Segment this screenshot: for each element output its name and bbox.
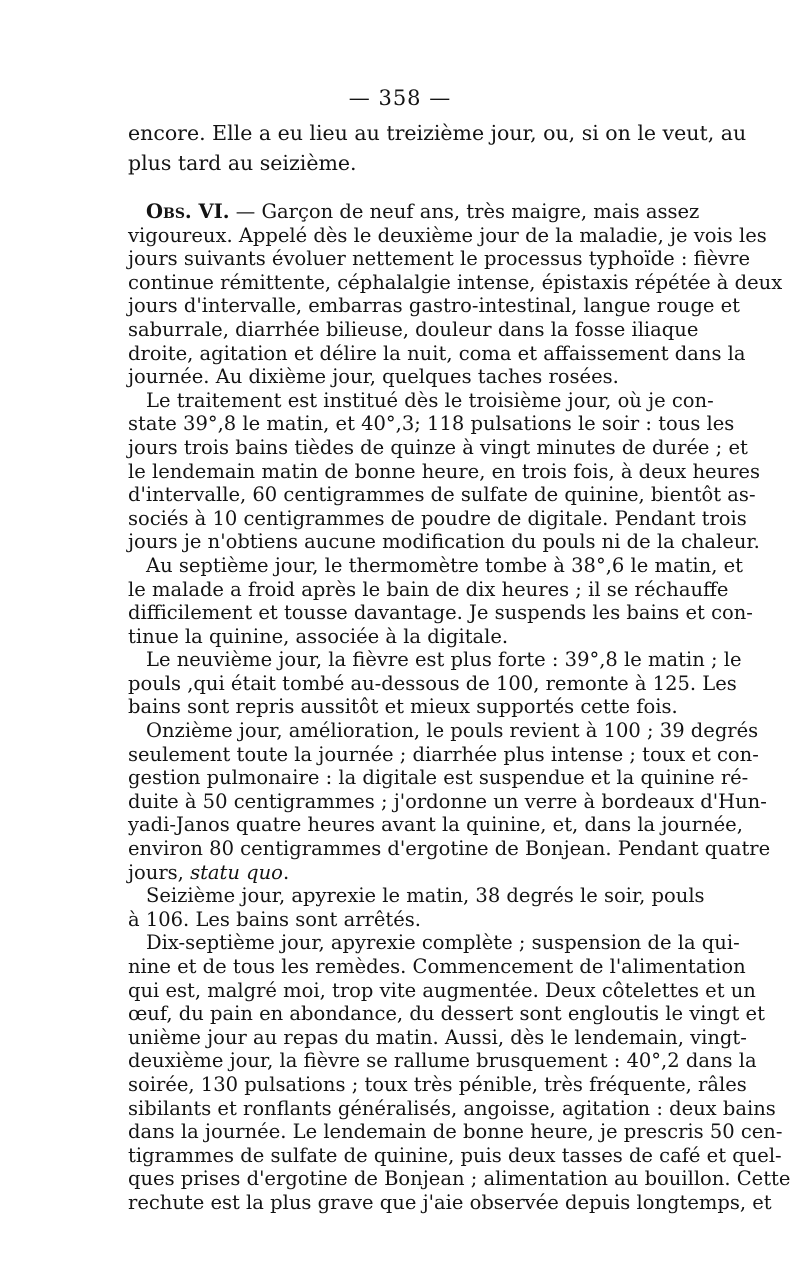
text-line: jours trois bains tièdes de quinze à vingt minutes de durée ; et (128, 435, 748, 459)
observation-heading-paragraph (128, 200, 783, 389)
text-line: tinue la quinine, associée à la digitale. (128, 624, 509, 648)
text-line: sibilants et ronflants généralisés, angoisse, agitation : deux bains (128, 1096, 776, 1120)
text-line: journée. Au dixième jour, quelques taches rosées. (128, 365, 619, 389)
text-line: œuf, du pain en abondance, du dessert sont engloutis le vingt et (128, 1002, 765, 1026)
text-line: unième jour au repas du matin. Aussi, dès le lendemain, vingt- (128, 1025, 747, 1049)
text-line: rechute est la plus grave que j'aie observée depuis longtemps, et (128, 1190, 772, 1214)
text-line: qui est, malgré moi, trop vite augmentée. Deux côtelettes et un (128, 978, 756, 1002)
text-line: jours d'intervalle, embarras gastro-intestinal, langue rouge et (128, 294, 740, 318)
text-line: saburrale, diarrhée bilieuse, douleur dans la fosse iliaque (128, 317, 699, 341)
text-line: Seizième jour, apyrexie le matin, 38 degrés le soir, pouls (146, 884, 705, 908)
text-line: state 39°,8 le matin, et 40°,3; 118 pulsations le soir : tous les (128, 412, 735, 436)
text-line: yadi-Janos quatre heures avant la quinine, et, dans la journée, (128, 813, 743, 837)
text-line: Dix-septième jour, apyrexie complète ; suspension de la qui- (146, 931, 740, 955)
observation-label: Obs. VI. (146, 200, 230, 223)
intro-paragraph (128, 118, 747, 178)
text-line: deuxième jour, la fièvre se rallume brusquement : 40°,2 dans la (128, 1049, 757, 1073)
page-number: — 358 — (348, 86, 452, 110)
text-line: difficilement et tousse davantage. Je suspends les bains et con- (128, 601, 753, 625)
text-line: environ 80 centigrammes d'ergotine de Bonjean. Pendant quatre (128, 837, 771, 861)
text-line: duite à 50 centigrammes ; j'ordonne un verre à bordeaux d'Hun- (128, 789, 767, 813)
text-line: Le neuvième jour, la fièvre est plus forte : 39°,8 le matin ; le (146, 648, 742, 672)
text-line: le lendemain matin de bonne heure, en trois fois, à deux heures (128, 459, 760, 483)
text-line: ques prises d'ergotine de Bonjean ; alimentation au bouillon. Cette (128, 1167, 791, 1191)
text-line: encore. Elle a eu lieu au treizième jour, ou, si on le veut, au (128, 121, 747, 145)
paragraph (128, 648, 742, 719)
text-line: jours suivants évoluer nettement le processus typhoïde : fièvre (128, 247, 751, 271)
text-line: jours, statu quo. (128, 860, 290, 884)
text-line: seulement toute la journée ; diarrhée plus intense ; toux et con- (128, 742, 759, 766)
text-line: plus tard au seizième. (128, 151, 357, 175)
text-line: pouls ,qui était tombé au-dessous de 100, remonte à 125. Les (128, 671, 737, 695)
text-line: Au septième jour, le thermomètre tombe à 38°,6 le matin, et (146, 553, 743, 577)
paragraph (128, 388, 760, 554)
text-line: Onzième jour, amélioration, le pouls revient à 100 ; 39 degrés (146, 719, 759, 743)
italic-phrase: statu quo (190, 860, 283, 884)
text-line: continue rémittente, céphalalgie intense, épistaxis répétée à deux (128, 270, 783, 294)
text-line: sociés à 10 centigrammes de poudre de digitale. Pendant trois (128, 506, 747, 530)
text-line: Le traitement est institué dès le troisième jour, où je con- (146, 388, 714, 412)
paragraph (128, 553, 753, 648)
paragraph (128, 884, 705, 931)
text-line: nine et de tous les remèdes. Commencement de l'alimentation (128, 955, 746, 978)
text-line: d'intervalle, 60 centigrammes de sulfate de quinine, bientôt as- (128, 483, 756, 507)
paragraph (128, 931, 791, 1214)
text-line: bains sont repris aussitôt et mieux supportés cette fois. (128, 695, 678, 719)
text-line: soirée, 130 pulsations ; toux très pénible, très fréquente, râles (128, 1072, 747, 1096)
text-line: droite, agitation et délire la nuit, coma et affaissement dans la (128, 341, 746, 365)
text-line: vigoureux. Appelé dès le deuxième jour de la maladie, je vois les (128, 223, 767, 247)
text-line: dans la journée. Le lendemain de bonne heure, je prescris 50 cen- (128, 1120, 783, 1144)
text-line: Obs. VI. — Garçon de neuf ans, très maigre, mais assez (146, 200, 700, 223)
paragraph (128, 719, 771, 884)
text-line: à 106. Les bains sont arrêtés. (128, 907, 421, 931)
text-line: le malade a froid après le bain de dix heures ; il se réchauffe (128, 577, 729, 601)
text-line: jours je n'obtiens aucune modification du pouls ni de la chaleur. (128, 530, 760, 554)
text-line: tigrammes de sulfate de quinine, puis deux tasses de café et quel- (128, 1143, 782, 1167)
observation-section (128, 200, 791, 1215)
text-line: gestion pulmonaire : la digitale est suspendue et la quinine ré- (128, 766, 749, 790)
